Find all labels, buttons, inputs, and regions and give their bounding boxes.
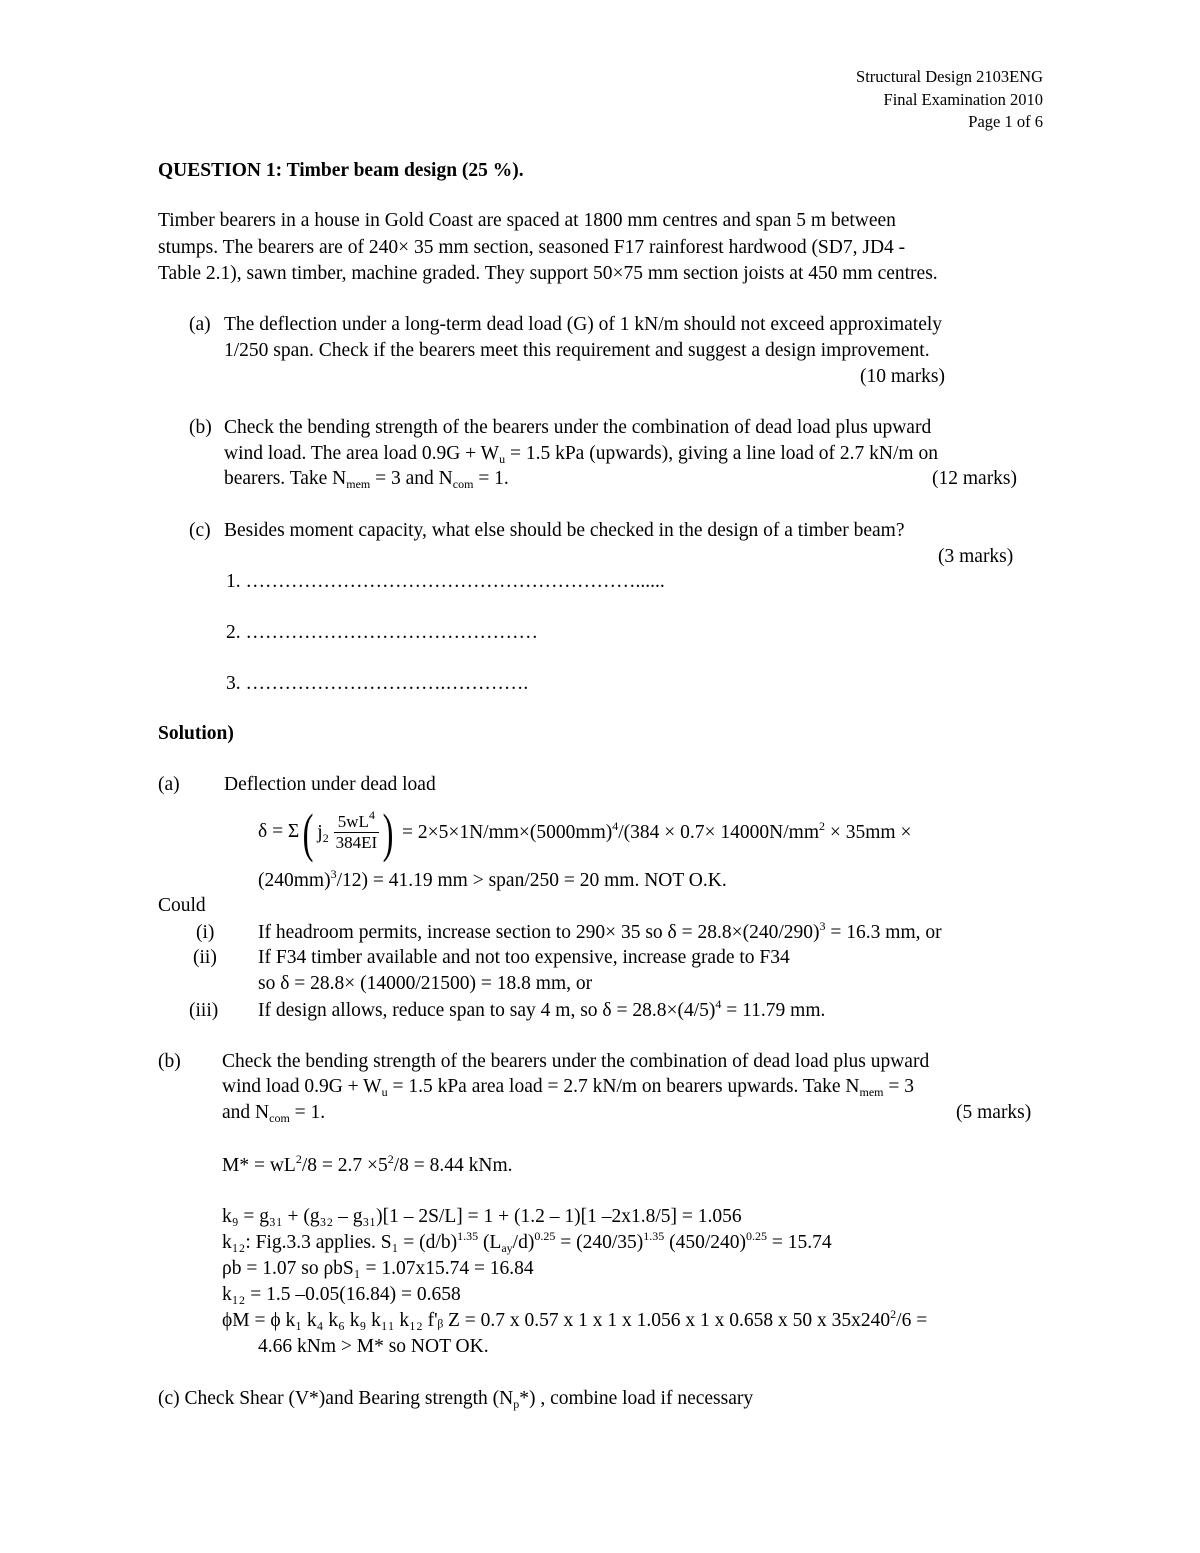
deflection-equation: δ = Σ( $j_2$ $\frac{5wL^4}{384EI}$ ) = $2\times 5\times 1N/mm\times(5000mm)^4/(384 \times 0.7\times 14000N/mm^2 \times 35mm$ × — [258, 802, 912, 863]
intro-line-3: Table 2.1), sawn timber, machine graded. They support 50×75 mm section joists at 450 mm centres. — [158, 263, 938, 284]
intro-line-1: Timber bearers in a house in Gold Coast are spaced at 1800 mm centres and span 5 m between — [158, 210, 896, 231]
solution-c-line: (c) Check Shear (V*)and Bearing strength $(N_p*)$ , combine load if necessary — [158, 1388, 754, 1411]
option-i-text: If headroom permits, increase section to 290× 35 so $\delta = 28.8\times(240/290)^3 = 16.3$ mm, or — [258, 919, 942, 943]
part-c-line-1: Besides moment capacity, what else should be checked in the design of a timber beam? — [224, 520, 905, 541]
part-b-label: (b) — [189, 417, 212, 438]
option-iii-text: If design allows, reduce span to say 4 m, so $\delta = 28.8\times(4/5)^4 = 11.79$ mm. — [258, 997, 826, 1021]
solution-b-line-1: Check the bending strength of the bearers under the combination of dead load plus upward — [222, 1051, 930, 1072]
part-b-line-1: Check the bending strength of the bearers under the combination of dead load plus upward — [224, 417, 932, 438]
answer-blank-3: 3. ………………………….…………. — [226, 673, 529, 694]
phim-equation: ϕM = ϕ k₁ k₄ k₆ k₉ k₁₁ k₁₂ f'ᵦ Z = 0.7 x 0.57 x 1 x 1 x 1.056 x 1 x 0.658 x 50 x $35x240^2/6$ = — [222, 1307, 928, 1331]
part-c-label: (c) — [189, 520, 211, 541]
course-header: Structural Design 2103ENG — [856, 67, 1043, 86]
deflection-fraction: $\frac{5wL^4}{384EI}$ — [335, 808, 378, 853]
part-a-marks: (10 marks) — [860, 366, 946, 387]
exam-header: Final Examination 2010 — [883, 90, 1043, 109]
option-iii-label: (iii) — [189, 1000, 219, 1021]
moment-equation: $M* = wL^2/8 = 2.7 \times 5^2/8 = 8.44$ kNm. — [222, 1152, 513, 1176]
k9-equation: k₉ = g₃₁ + (g₃₂ – g₃₁)[1 – 2S/L] = 1 + (1.2 – 1)[1 –2x1.8/5] = 1.056 — [222, 1206, 742, 1227]
solution-b-line-3: and $N_{com} = 1$. — [222, 1102, 326, 1125]
could-label: Could — [158, 895, 206, 916]
solution-a-heading: Deflection under dead load — [224, 774, 436, 795]
solution-a-label: (a) — [158, 774, 180, 795]
solution-title: Solution) — [158, 723, 234, 744]
k12-equation: k₁₂ = 1.5 –0.05(16.84) = 0.658 — [222, 1284, 461, 1305]
answer-blank-1: 1. ……………………………………………………...... — [226, 571, 665, 592]
solution-b-label: (b) — [158, 1051, 181, 1072]
solution-b-line-2: wind load $0.9G + W_u = 1.5$ kPa area load = 2.7 kN/m on bearers upwards. Take $N_{mem} = 3$ — [222, 1076, 914, 1099]
option-ii-label: (ii) — [193, 947, 217, 968]
question-title: QUESTION 1: Timber beam design (25 %). — [158, 160, 524, 181]
deflection-result: $(240mm)^3/12) = 41.19$ mm > span/250 = 20 mm. NOT O.K. — [258, 867, 727, 891]
part-a-line-2: 1/250 span. Check if the bearers meet this requirement and suggest a design improvement. — [224, 340, 930, 361]
option-i-label: (i) — [196, 922, 215, 943]
option-ii-text: If F34 timber available and not too expensive, increase grade to F34 — [258, 947, 790, 968]
part-b-line-2: wind load. The area load $0.9G + W_u = 1.5$ kPa (upwards), giving a line load of 2.7 kN/m on — [224, 443, 938, 466]
solution-b-marks: (5 marks) — [956, 1102, 1032, 1123]
page-number: Page 1 of 6 — [968, 112, 1043, 131]
part-a-line-1: The deflection under a long-term dead load (G) of 1 kN/m should not exceed approximately — [224, 314, 943, 335]
rho-equation: ρb = 1.07 so ρbS₁ = 1.07x15.74 = 16.84 — [222, 1258, 534, 1279]
intro-line-2: stumps. The bearers are of 240× 35 mm section, seasoned F17 rainforest hardwood (SD7, JD4 - — [158, 237, 906, 258]
part-c-marks: (3 marks) — [938, 546, 1014, 567]
part-b-marks: (12 marks) — [932, 468, 1018, 489]
k12-slenderness: k₁₂: Fig.3.3 applies. $S_1 = (d/b)^{1.35}$ $(L_{ay}/d)^{0.25} = (240/35)^{1.35}$ $(450/240)^{0.25} = 15.74$ — [222, 1229, 832, 1255]
option-ii-continued: so δ = 28.8× (14000/21500) = 18.8 mm, or — [258, 973, 593, 994]
part-b-line-3: bearers. Take $N_{mem} = 3$ and $N_{com} = 1$. — [224, 468, 509, 491]
part-a-label: (a) — [189, 314, 211, 335]
phim-result: 4.66 kNm > M* so NOT OK. — [258, 1336, 489, 1357]
answer-blank-2: 2. ……………………………………… — [226, 622, 538, 643]
